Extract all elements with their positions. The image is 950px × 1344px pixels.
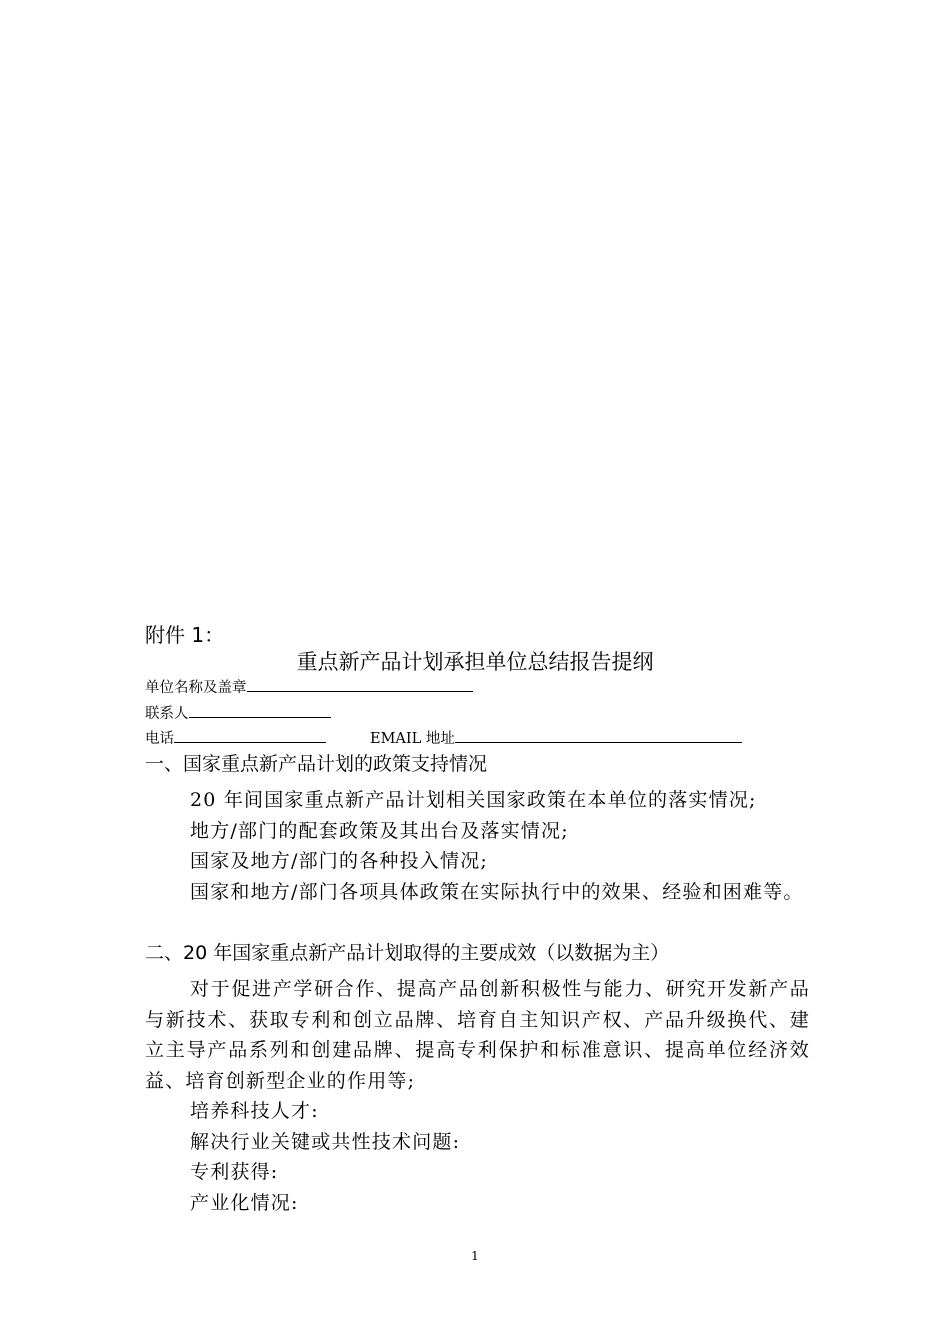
contact-label: 联系人 <box>145 706 189 722</box>
section2-paragraph: 专利获得: <box>190 1161 279 1183</box>
section1-paragraph: 地方/部门的配套政策及其出台及落实情况; <box>190 819 569 842</box>
unit-name-label: 单位名称及盖章 <box>145 680 247 696</box>
email-label: EMAIL 地址 <box>370 731 455 747</box>
email-field <box>370 727 742 749</box>
section1-heading: 一、国家重点新产品计划的政策支持情况 <box>145 753 488 775</box>
contact-field <box>145 702 331 724</box>
document-title: 重点新产品计划承担单位总结报告提纲 <box>296 650 654 674</box>
section2-paragraph: 产业化情况: <box>190 1191 299 1214</box>
phone-blank <box>174 727 326 743</box>
section1-paragraph: 国家和地方/部门各项具体政策在实际执行中的效果、经验和困难等。 <box>190 880 804 903</box>
section2-heading: 二、20 年国家重点新产品计划取得的主要成效（以数据为主） <box>145 942 670 964</box>
unit-name-blank <box>247 676 473 692</box>
contact-blank <box>189 702 331 718</box>
email-blank <box>455 727 742 743</box>
section2-body <box>145 974 810 1218</box>
section1-paragraph: 国家及地方/部门的各种投入情况; <box>190 850 489 872</box>
section2-paragraph: 培养科技人才: <box>190 1100 319 1122</box>
attachment-label: 附件 1： <box>145 623 225 647</box>
phone-label: 电话 <box>145 731 174 747</box>
phone-field <box>145 727 326 749</box>
section1-paragraph: 20 年间国家重点新产品计划相关国家政策在本单位的落实情况; <box>190 789 757 811</box>
section2-paragraph: 对于促进产学研合作、提高产品创新积极性与能力、研究开发新产品与新技术、获取专利和创立品牌、培育自主知识产权、产品升级换代、建立主导产品系列和创建品牌、提高专利保护和标准意识、提高单位经济效益、培育创新型企业的作用等; <box>145 978 810 1092</box>
section1-body <box>145 785 810 907</box>
section2-paragraph: 解决行业关键或共性技术问题: <box>190 1130 461 1153</box>
unit-name-field <box>145 676 473 698</box>
page-number: 1 <box>471 1249 479 1263</box>
